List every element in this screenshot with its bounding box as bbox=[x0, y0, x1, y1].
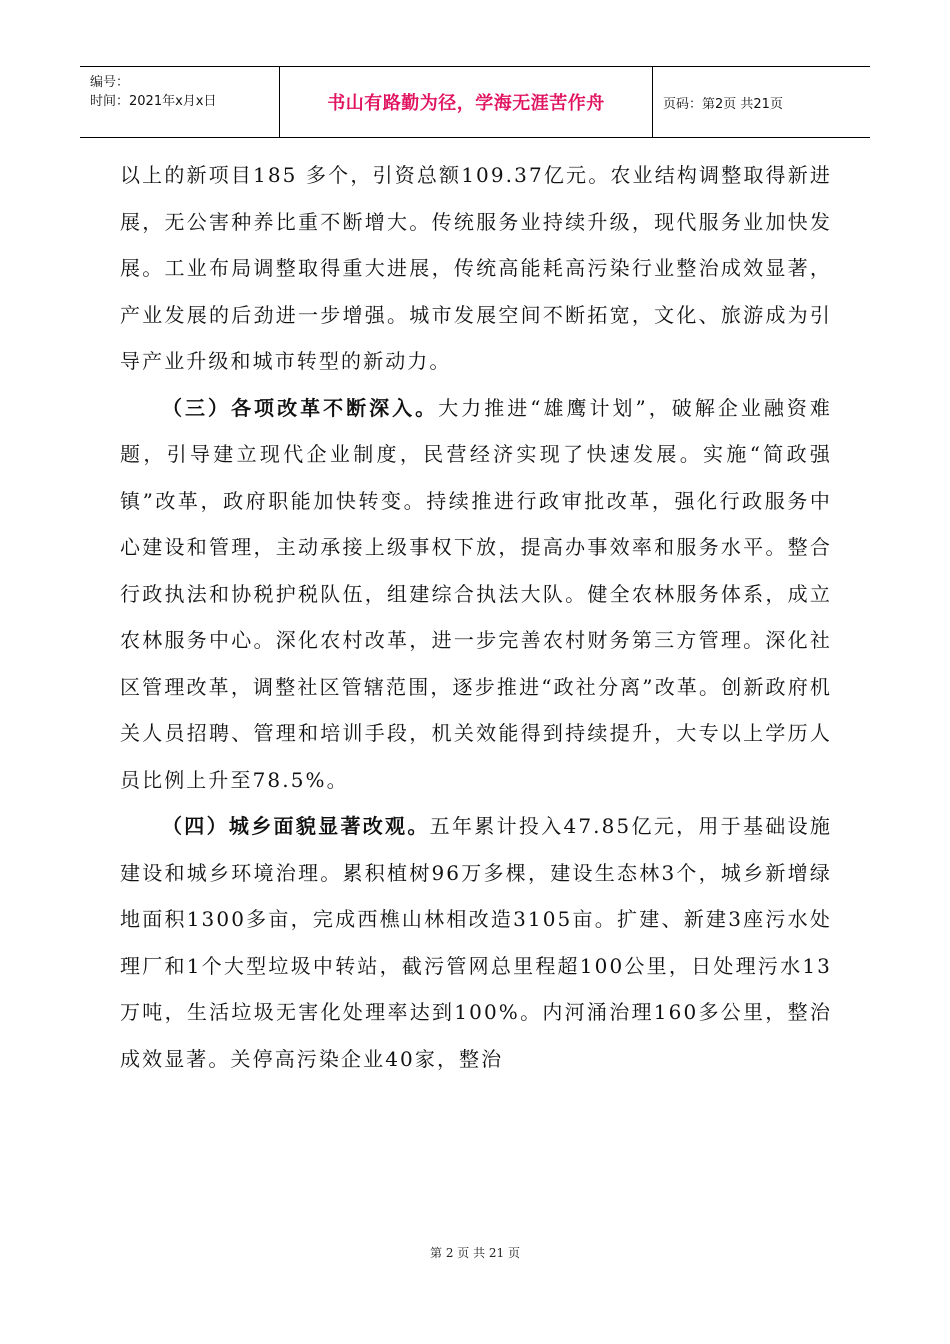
paragraph-reform bbox=[120, 385, 832, 804]
paragraph-heading: （三）各项改革不断深入。 bbox=[162, 395, 439, 420]
paragraph-urban-rural bbox=[120, 803, 832, 1082]
paragraph-text: 大力推进“雄鹰计划”，破解企业融资难题，引导建立现代企业制度，民营经济实现了快速发展。实施“简政强镇”改革，政府职能加快转变。持续推进行政审批改革，强化行政服务中心建设和管理，主动承接上级事权下放，提高办事效率和服务水平。整合行政执法和协税护税队伍，组建综合执法大队。健全农林服务体系，成立农林服务中心。深化农村改革，进一步完善农村财务第三方管理。深化社区管理改革，调整社区管辖范围，逐步推进“政社分离”改革。创新政府机关人员招聘、管理和培训手段，机关效能得到持续提升，大专以上学历人员比例上升至78.5%。 bbox=[120, 395, 832, 792]
header-page-info: 页码：第2页 共21页 bbox=[663, 96, 783, 112]
paragraph-text: 五年累计投入47.85亿元，用于基础设施建设和城乡环境治理。累积植树96万多棵，建设生态林3个，城乡新增绿地面积1300多亩，完成西樵山林相改造3105亩。扩建、新建3座污水处理厂和1个大型垃圾中转站，截污管网总里程超100公里，日处理污水13万吨，生活垃圾无害化处理率达到100%。内河涌治理160多公里，整治成效显著。关停高污染企业40家，整治 bbox=[120, 814, 833, 1071]
page-footer: 第 2 页 共 21 页 bbox=[430, 1246, 520, 1260]
page-header bbox=[80, 66, 870, 138]
document-date-label: 时间：2021年x月x日 bbox=[90, 94, 217, 109]
document-body bbox=[120, 152, 832, 1082]
header-motto: 书山有路勤为径，学海无涯苦作舟 bbox=[280, 67, 653, 137]
header-meta bbox=[80, 67, 280, 137]
document-number-label: 编号： bbox=[90, 75, 130, 90]
paragraph-continuation bbox=[120, 152, 832, 385]
paragraph-text: 以上的新项目185 多个，引资总额109.37亿元。农业结构调整取得新进展，无公害种养比重不断增大。传统服务业持续升级，现代服务业加快发展。工业布局调整取得重大进展，传统高能耗高污染行业整治成效显著，产业发展的后劲进一步增强。城市发展空间不断拓宽，文化、旅游成为引导产业升级和城市转型的新动力。 bbox=[120, 163, 832, 373]
paragraph-heading: （四）城乡面貌显著改观。 bbox=[162, 814, 430, 838]
